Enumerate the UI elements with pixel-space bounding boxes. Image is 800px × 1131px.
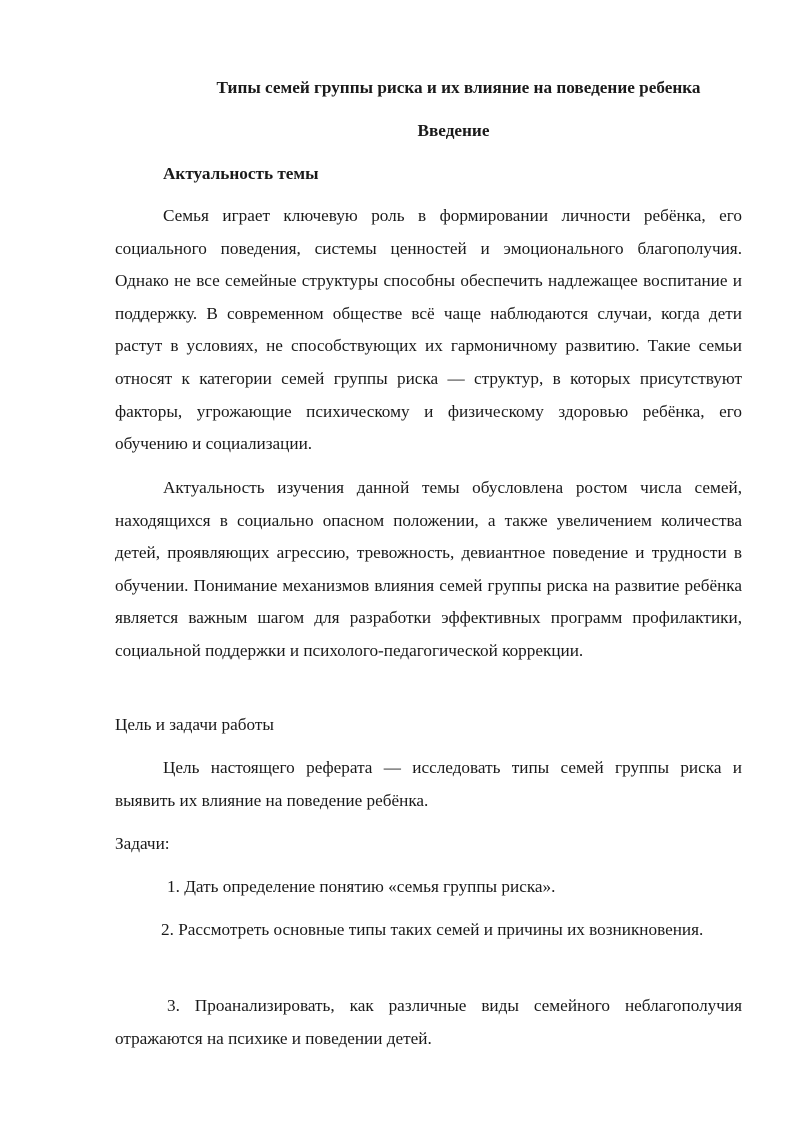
subheading-goal: Цель и задачи работы bbox=[115, 715, 274, 734]
document-title: Типы семей группы риска и их влияние на поведение ребенка bbox=[216, 78, 701, 97]
paragraph-1: Семья играет ключевую роль в формировании личности ребёнка, его социального поведения, системы ценностей и эмоционального благополучия. Однако не все семейные структуры способны обеспечить надлежащее воспитание и поддержку. В современном обществе всё чаще наблюдаются случаи, когда дети растут в условиях, не способствующих их гармоничному развитию. Такие семьи относят к категории семей группы риска — структур, в которых присутствуют факторы, угрожающие психическому и физическому здоровью ребёнка, его обучению и социализации. bbox=[115, 206, 742, 454]
paragraph-2: Актуальность изучения данной темы обусловлена ростом числа семей, находящихся в социально опасном положении, а также увеличением количества детей, проявляющих агрессию, тревожность, девиантное поведение и трудности в обучении. Понимание механизмов влияния семей группы риска на развитие ребёнка является важным шагом для разработки эффективных программ профилактики, социальной поддержки и психолого-педагогической коррекции. bbox=[115, 478, 742, 660]
task-item-1: 1. Дать определение понятию «семья группы риска». bbox=[167, 877, 556, 896]
subheading-relevance: Актуальность темы bbox=[163, 164, 319, 183]
section-heading: Введение bbox=[417, 121, 490, 140]
goal-paragraph: Цель настоящего реферата — исследовать типы семей группы риска и выявить их влияние на поведение ребёнка. bbox=[115, 758, 742, 810]
task-item-2: 2. Рассмотреть основные типы таких семей и причины их возникновения. bbox=[161, 920, 704, 939]
task-item-3: 3. Проанализировать, как различные виды семейного неблагополучия отражаются на психике и поведении детей. bbox=[115, 996, 742, 1048]
document-page bbox=[115, 0, 742, 1131]
tasks-label: Задачи: bbox=[115, 834, 170, 853]
